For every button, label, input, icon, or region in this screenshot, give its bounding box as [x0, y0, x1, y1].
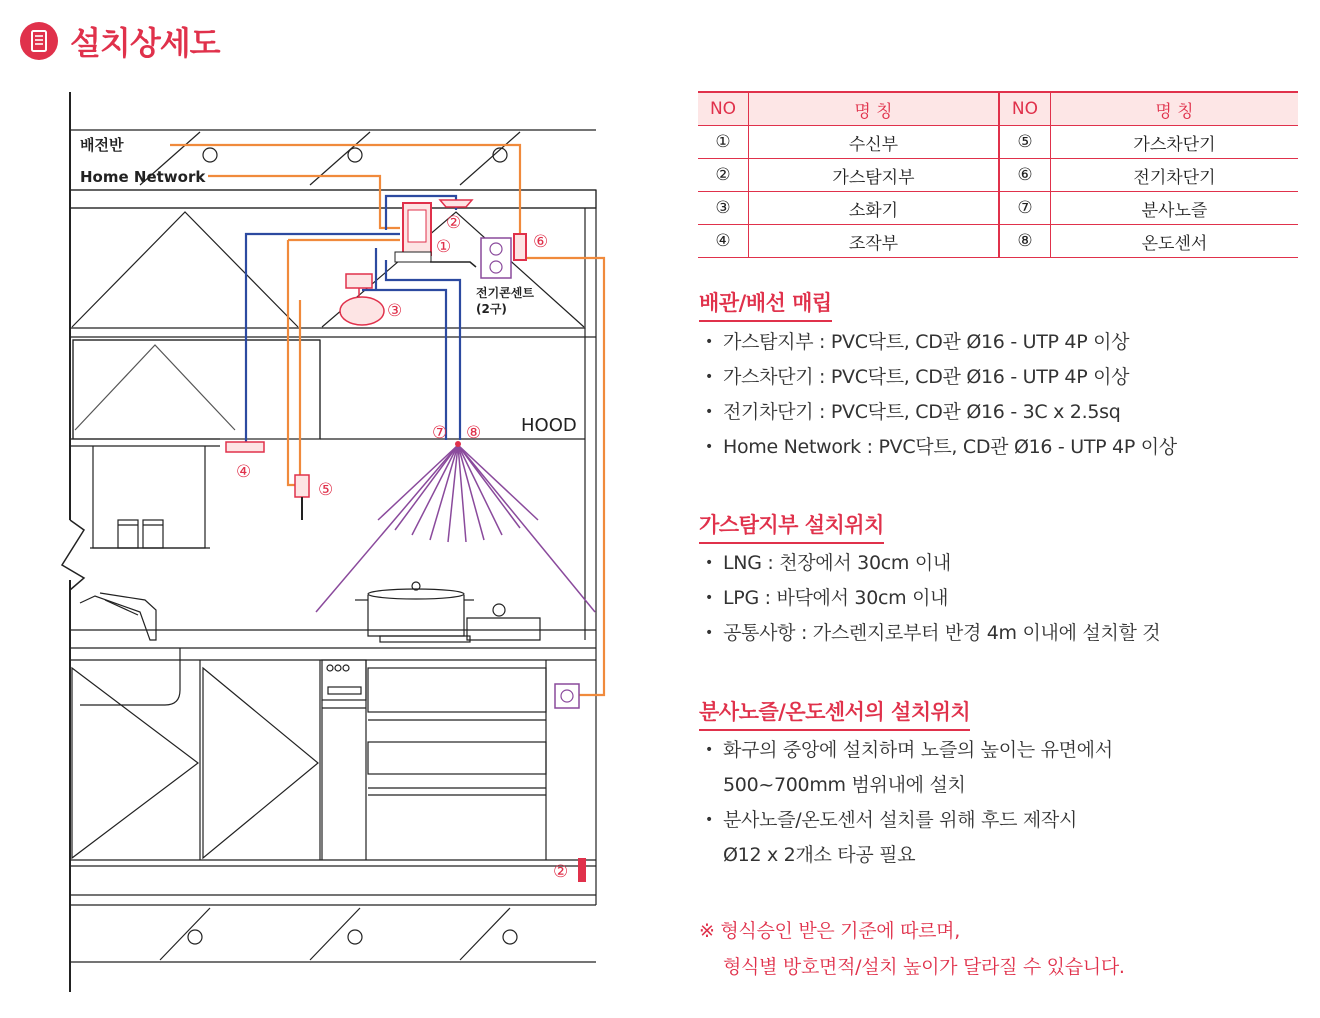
label-panel: 배전반 [80, 136, 124, 154]
table-row [698, 159, 1298, 192]
table-cell: 수신부 [749, 126, 999, 159]
list-item: Ø12 x 2개소 타공 필요 [723, 844, 916, 866]
table-row [698, 225, 1298, 258]
table-cell: ① [698, 126, 749, 159]
label-hood: HOOD [521, 415, 577, 436]
table-cell: ③ [698, 192, 749, 225]
table-row [698, 192, 1298, 225]
table-cell: ⑥ [999, 159, 1051, 192]
table-cell: ⑤ [999, 126, 1051, 159]
marker-2b: ② [553, 862, 569, 882]
list-item: 500~700mm 범위내에 설치 [723, 774, 966, 796]
table-cell: 조작부 [749, 225, 999, 258]
list-item: • 화구의 중앙에 설치하며 노즐의 높이는 유면에서 [705, 733, 1113, 768]
table-cell: 분사노즐 [1050, 192, 1298, 225]
installation-drawing [0, 80, 640, 1018]
marker-5: ⑤ [318, 480, 334, 500]
label-outlet: 전기콘센트 [476, 286, 534, 300]
table-cell: 전기차단기 [1050, 159, 1298, 192]
list-item: • LNG : 천장에서 30cm 이내 [705, 546, 1160, 581]
table-cell: ⑧ [999, 225, 1051, 258]
list-item: • 가스차단기 : PVC닥트, CD관 Ø16 - UTP 4P 이상 [705, 360, 1177, 395]
detector-list [705, 546, 1160, 651]
nozzle-list [705, 733, 1113, 873]
marker-1: ① [436, 237, 452, 257]
marker-7: ⑦ [432, 423, 448, 443]
component-table [698, 91, 1298, 258]
page-title-text: 설치상세도 [70, 24, 220, 62]
marker-4: ④ [236, 462, 252, 482]
table-cell: ② [698, 159, 749, 192]
list-item: • 가스탐지부 : PVC닥트, CD관 Ø16 - UTP 4P 이상 [705, 325, 1177, 360]
section-title-piping: 배관/배선 매립 [699, 287, 832, 322]
table-cell: ⑦ [999, 192, 1051, 225]
label-home-network: Home Network [80, 168, 206, 186]
list-item: • 전기차단기 : PVC닥트, CD관 Ø16 - 3C x 2.5sq [705, 395, 1177, 430]
marker-6: ⑥ [533, 232, 549, 252]
section-title-nozzle: 분사노즐/온도센서의 설치위치 [699, 696, 970, 731]
approval-note [699, 913, 1125, 985]
table-cell: 소화기 [749, 192, 999, 225]
header-name: 명 칭 [749, 92, 999, 126]
list-item: • 공통사항 : 가스렌지로부터 반경 4m 이내에 설치할 것 [705, 616, 1160, 651]
piping-list [705, 325, 1177, 465]
table-cell: 가스탐지부 [749, 159, 999, 192]
list-item: • 분사노즐/온도센서 설치를 위해 후드 제작시 [705, 803, 1113, 838]
document-icon [20, 22, 58, 60]
table-cell: 온도센서 [1050, 225, 1298, 258]
label-outlet-2: (2구) [476, 302, 507, 316]
header-name-2: 명 칭 [1050, 92, 1298, 126]
marker-3: ③ [387, 301, 403, 321]
list-item: • LPG : 바닥에서 30cm 이내 [705, 581, 1160, 616]
page-title [20, 18, 220, 64]
note-line-2: 형식별 방호면적/설치 높이가 달라질 수 있습니다. [723, 956, 1125, 978]
list-item: • Home Network : PVC닥트, CD관 Ø16 - UTP 4P 이상 [705, 430, 1177, 465]
table-row [698, 126, 1298, 159]
header-no: NO [698, 92, 749, 126]
marker-8: ⑧ [466, 423, 482, 443]
marker-2: ② [446, 213, 462, 233]
note-line-1: ※ 형식승인 받은 기준에 따르며, [699, 920, 960, 942]
table-cell: ④ [698, 225, 749, 258]
header-no-2: NO [999, 92, 1051, 126]
section-title-detector: 가스탐지부 설치위치 [699, 509, 884, 544]
table-cell: 가스차단기 [1050, 126, 1298, 159]
